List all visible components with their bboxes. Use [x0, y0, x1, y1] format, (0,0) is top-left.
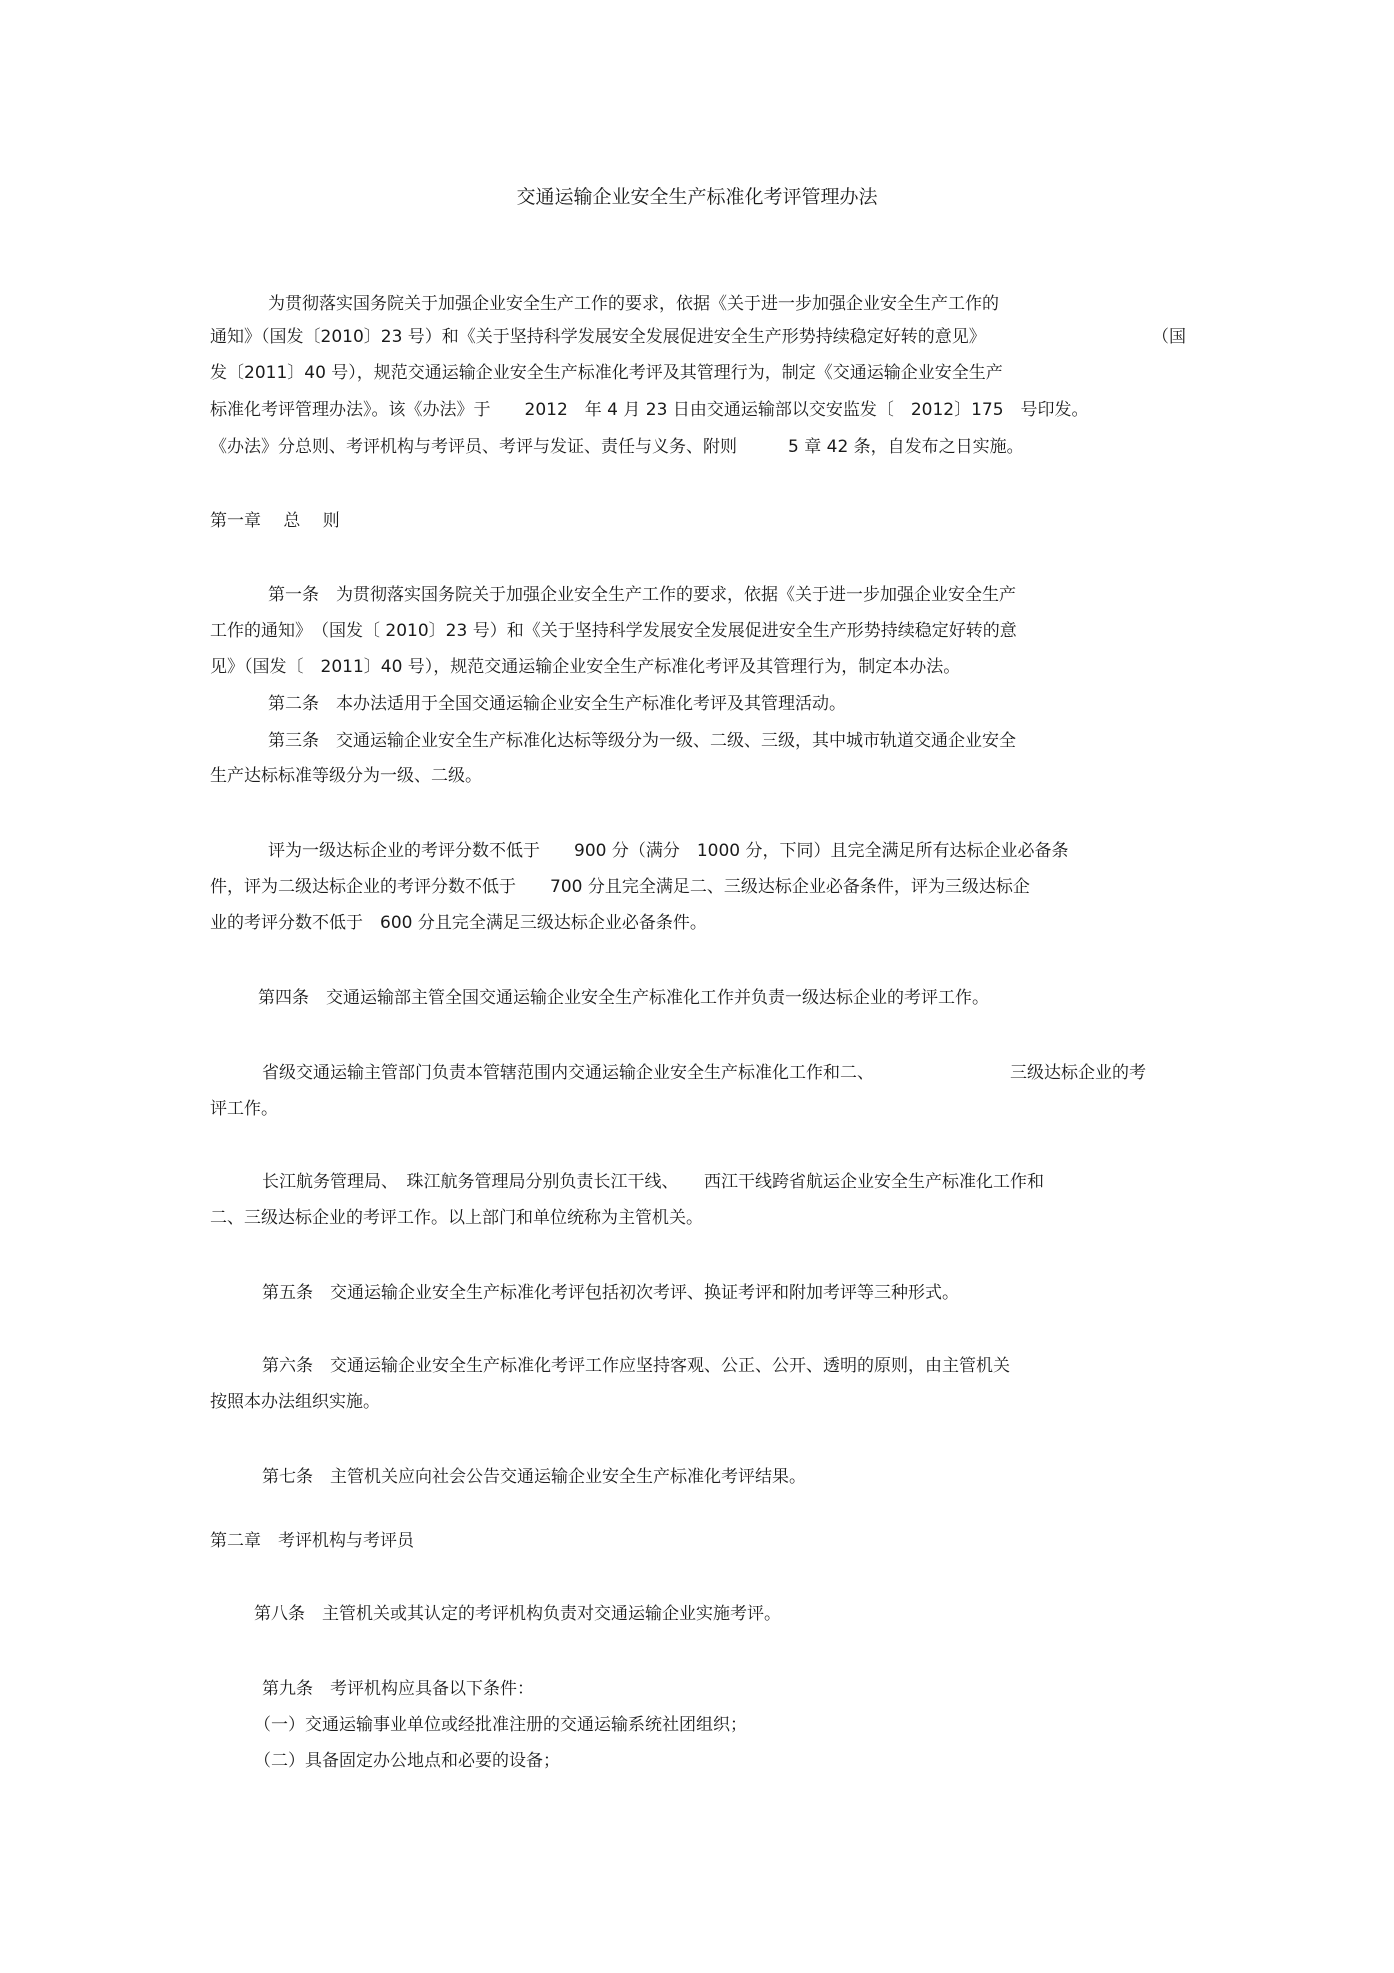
text-line: 二、三级达标企业的考评工作。以上部门和单位统称为主管机关。 — [210, 1208, 703, 1228]
text-line: 第二条 本办法适用于全国交通运输企业安全生产标准化考评及其管理活动。 — [268, 694, 846, 714]
text-line: 通知》（国发〔2010〕23 号）和《关于坚持科学发展安全发展促进安全生产形势持续稳定好转的意见》 — [210, 327, 986, 347]
text-line: （国 — [1152, 327, 1186, 347]
text-line: 第八条 主管机关或其认定的考评机构负责对交通运输企业实施考评。 — [254, 1604, 781, 1624]
text-line: 三级达标企业的考 — [1010, 1063, 1146, 1083]
text-line: （一）交通运输事业单位或经批准注册的交通运输系统社团组织； — [254, 1715, 747, 1735]
text-line: 为贯彻落实国务院关于加强企业安全生产工作的要求，依据《关于进一步加强企业安全生产工作的 — [268, 294, 999, 314]
chapter-heading: 第二章 考评机构与考评员 — [210, 1531, 414, 1551]
text-line: 长江航务管理局、 珠江航务管理局分别负责长江干线、 西江干线跨省航运企业安全生产标准化工作和 — [262, 1172, 1044, 1192]
text-line: 第七条 主管机关应向社会公告交通运输企业安全生产标准化考评结果。 — [262, 1467, 806, 1487]
text-line: 件，评为二级达标企业的考评分数不低于 700 分且完全满足二、三级达标企业必备条件，评为三级达标企 — [210, 877, 1030, 897]
text-line: 省级交通运输主管部门负责本管辖范围内交通运输企业安全生产标准化工作和二、 — [262, 1063, 874, 1083]
text-line: 按照本办法组织实施。 — [210, 1392, 380, 1412]
text-line: 第四条 交通运输部主管全国交通运输企业安全生产标准化工作并负责一级达标企业的考评工作。 — [258, 988, 989, 1008]
text-line: 第九条 考评机构应具备以下条件： — [262, 1679, 534, 1699]
chapter-heading: 第一章 总 则 — [210, 511, 340, 531]
text-line: 业的考评分数不低于 600 分且完全满足三级达标企业必备条件。 — [210, 913, 707, 933]
text-line: 评工作。 — [210, 1099, 278, 1119]
text-line: 第一条 为贯彻落实国务院关于加强企业安全生产工作的要求，依据《关于进一步加强企业安全生产 — [268, 585, 1016, 605]
text-line: 第六条 交通运输企业安全生产标准化考评工作应坚持客观、公正、公开、透明的原则，由主管机关 — [262, 1356, 1010, 1376]
text-line: 第三条 交通运输企业安全生产标准化达标等级分为一级、二级、三级，其中城市轨道交通企业安全 — [268, 731, 1016, 751]
text-line: 见》（国发〔 2011〕40 号），规范交通运输企业安全生产标准化考评及其管理行为，制定本办法。 — [210, 657, 961, 677]
text-line: 评为一级达标企业的考评分数不低于 900 分（满分 1000 分，下同）且完全满足所有达标企业必备条 — [268, 841, 1069, 861]
document-title: 交通运输企业安全生产标准化考评管理办法 — [516, 186, 878, 208]
text-line: 第五条 交通运输企业安全生产标准化考评包括初次考评、换证考评和附加考评等三种形式。 — [262, 1283, 959, 1303]
text-line: 生产达标标准等级分为一级、二级。 — [210, 766, 482, 786]
text-line: 标准化考评管理办法》。该《办法》于 2012 年 4 月 23 日由交通运输部以交安监发〔 2012〕175 号印发。 — [210, 400, 1089, 420]
text-line: 工作的通知》 （国发〔 2010〕23 号）和《关于坚持科学发展安全发展促进安全生产形势持续稳定好转的意 — [210, 621, 1017, 641]
text-line: （二）具备固定办公地点和必要的设备； — [254, 1751, 560, 1771]
text-line: 《办法》分总则、考评机构与考评员、考评与发证、责任与义务、附则 5 章 42 条，自发布之日实施。 — [210, 437, 1024, 457]
text-line: 发〔2011〕40 号），规范交通运输企业安全生产标准化考评及其管理行为，制定《交通运输企业安全生产 — [210, 363, 1003, 383]
